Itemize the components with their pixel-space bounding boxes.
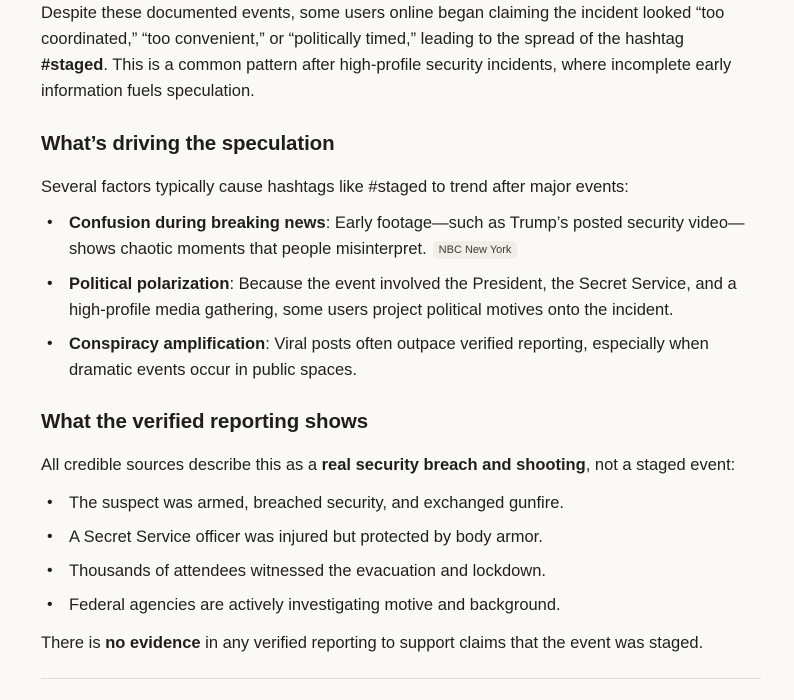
item-text: A Secret Service officer was injured but protected by body armor. — [69, 528, 543, 546]
divider — [41, 678, 761, 679]
intro-paragraph — [41, 0, 754, 104]
lead-before: All credible sources describe this as a — [41, 456, 322, 474]
list-item — [41, 592, 754, 618]
bullet: • — [47, 275, 53, 292]
lead-after: , not a staged event: — [585, 456, 736, 474]
list-item — [41, 271, 754, 323]
item-text: Thousands of attendees witnessed the evacuation and lockdown. — [69, 562, 546, 580]
bullet: • — [47, 214, 53, 231]
bullet: • — [47, 335, 53, 352]
verified-facts-list — [41, 490, 754, 618]
item-text: : Viral posts often outpace verified reporting, especially when dramatic events occur in public spaces. — [69, 335, 709, 379]
item-bold: Political polarization — [69, 275, 230, 293]
item-text: The suspect was armed, breached security, and exchanged gunfire. — [69, 494, 564, 512]
section-heading-speculation: What’s driving the speculation — [41, 132, 335, 155]
bullet: • — [47, 596, 53, 613]
lead-bold: real security breach and shooting — [321, 456, 586, 474]
bullet: • — [47, 562, 53, 579]
bullet: • — [47, 528, 53, 545]
item-text: Federal agencies are actively investigating motive and background. — [69, 596, 561, 614]
section-heading-verified: What the verified reporting shows — [41, 410, 369, 433]
list-item — [41, 210, 754, 262]
item-bold: Confusion during breaking news — [69, 214, 326, 232]
citation-nbc-new-york[interactable]: NBC New York — [433, 241, 518, 259]
item-text: : Early footage—such as Trump’s posted security video—shows chaotic moments that people misinterpret. — [69, 214, 745, 258]
list-item — [41, 331, 754, 383]
list-item — [41, 558, 754, 584]
conclusion-paragraph — [41, 630, 754, 656]
speculation-factors-list — [41, 210, 754, 383]
intro-text-before: Despite these documented events, some users online began claiming the incident looked “too coordinated,” “too convenient,” or “politically timed,” leading to the spread of the hashtag — [41, 4, 725, 48]
list-item — [41, 490, 754, 516]
conclusion-after: in any verified reporting to support claims that the event was staged. — [200, 634, 704, 652]
intro-text-after: . This is a common pattern after high-profile security incidents, where incomplete early information fuels speculation. — [41, 56, 732, 100]
section1-lead: Several factors typically cause hashtags like #staged to trend after major events: — [41, 178, 629, 196]
conclusion-bold: no evidence — [105, 634, 201, 652]
bullet: • — [47, 494, 53, 511]
conclusion-before: There is — [41, 634, 106, 652]
list-item — [41, 524, 754, 550]
section2-lead — [41, 452, 754, 478]
hashtag-staged: #staged — [41, 56, 104, 74]
item-text: : Because the event involved the President, the Secret Service, and a high-profile media gathering, some users project political motives onto the incident. — [69, 275, 737, 319]
item-bold: Conspiracy amplification — [69, 335, 266, 353]
